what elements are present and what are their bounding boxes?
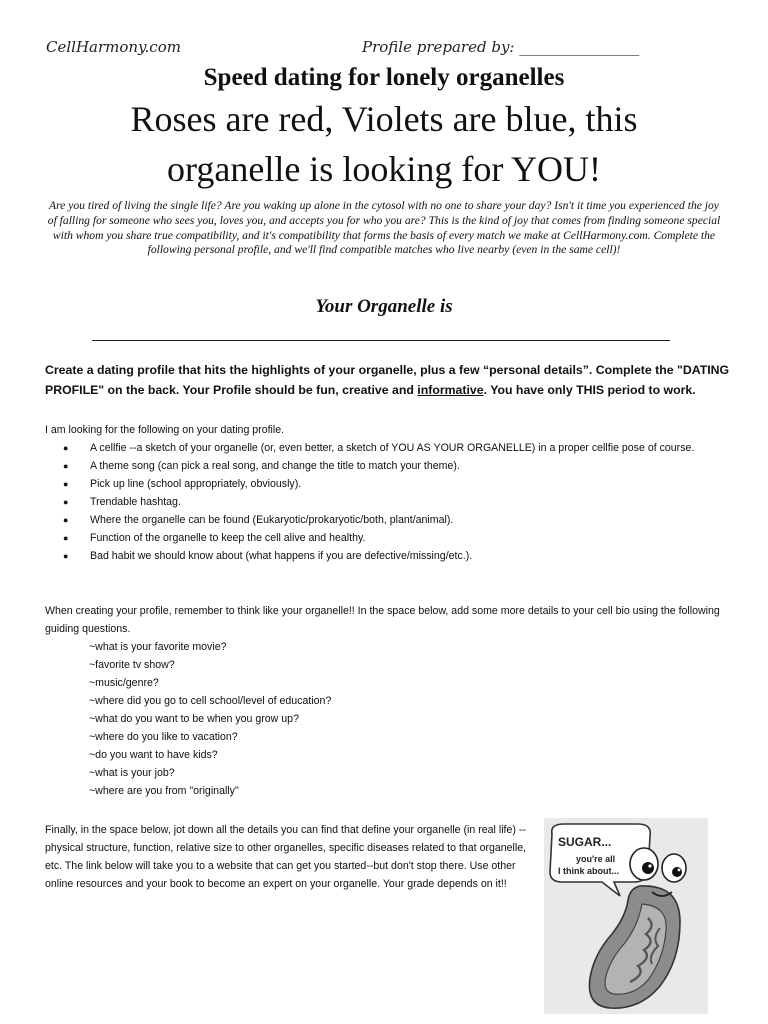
research-paragraph: Finally, in the space below, jot down all the details you can find that define your organelle (in real life) --physical structure, function, relative size to other organelles, specific diseases related to that organelle, etc. The link below will take you to a website that can get you started--but don't stop there. Use other online resources and your book to become an expert on your organelle. Your grade depends on it!! bbox=[45, 824, 527, 890]
list-item: ● A cellfie --a sketch of your organelle (or, even better, a sketch of YOU AS YOUR ORGANELLE) in a proper cellfie pose of course. bbox=[63, 439, 713, 457]
requirements-lead: I am looking for the following on your dating profile. bbox=[45, 424, 285, 436]
list-item: ● Bad habit we should know about (what happens if you are defective/missing/etc.). bbox=[63, 547, 713, 565]
site-name: CellHarmony.com bbox=[46, 38, 181, 56]
list-item: ~what is your job? bbox=[89, 767, 175, 779]
list-item: ~where are you from "originally" bbox=[89, 785, 239, 797]
list-item: ~what do you want to be when you grow up? bbox=[89, 713, 299, 725]
poem-line-2: organelle is looking for YOU! bbox=[167, 149, 601, 189]
instructions-text-2: . You have only THIS period to work. bbox=[483, 383, 696, 397]
list-item: ● Trendable hashtag. bbox=[63, 493, 713, 511]
instructions bbox=[45, 360, 735, 400]
profile-instructions-paragraph: When creating your profile, remember to think like your organelle!! In the space below, add some more details to your cell bio using the following guiding questions. bbox=[45, 605, 720, 635]
list-item: ~where did you go to cell school/level of education? bbox=[89, 695, 332, 707]
mitochondria-cartoon bbox=[544, 818, 708, 1014]
poem-line-1: Roses are red, Violets are blue, this bbox=[130, 99, 638, 139]
bubble-text-2: you're all bbox=[576, 854, 616, 864]
list-item: ~where do you like to vacation? bbox=[89, 731, 238, 743]
list-item: ~music/genre? bbox=[89, 677, 159, 689]
instructions-text-1: Create a dating profile that hits the highlights of your organelle, plus a few “personal details”. Complete the "DATING PROFILE" on the back. Your Profile should be fun, creative and bbox=[45, 363, 730, 397]
list-item: ● Function of the organelle to keep the cell alive and healthy. bbox=[63, 529, 713, 547]
list-item: ● Where the organelle can be found (Eukaryotic/prokaryotic/both, plant/animal). bbox=[63, 511, 713, 529]
organelle-heading: Your Organelle is bbox=[315, 296, 453, 317]
right-pupil bbox=[672, 867, 682, 877]
guiding-questions-list bbox=[89, 638, 331, 800]
list-item: ● A theme song (can pick a real song, and change the title to match your theme). bbox=[63, 457, 713, 475]
list-item: ~do you want to have kids? bbox=[89, 749, 218, 761]
list-item: ~favorite tv show? bbox=[89, 659, 175, 671]
left-pupil bbox=[642, 862, 654, 874]
list-item: ~what is your favorite movie? bbox=[89, 641, 227, 653]
page-title: Speed dating for lonely organelles bbox=[203, 64, 565, 91]
bubble-text-1: SUGAR... bbox=[558, 835, 612, 849]
instructions-underlined: informative bbox=[417, 383, 484, 397]
requirements-list bbox=[63, 439, 713, 565]
organelle-answer-line bbox=[92, 340, 670, 341]
bubble-text-3: I think about... bbox=[558, 866, 619, 876]
intro-paragraph: Are you tired of living the single life? Are you waking up alone in the cytosol with no one to share your day? Isn't it time you experienced the joy of falling for someone who sees you, loves you, and accepts you for who you are? This is the kind of joy that comes from finding someone special with whom you share true compatibility, and it's compatibility that forms the basis of every match we make at CellHarmony.com. Complete the following personal profile, and we'll find compatible matches who live nearby (even in the same cell)! bbox=[47, 199, 721, 257]
prepared-by-field: Profile prepared by: ________________ bbox=[362, 38, 640, 56]
list-item: ● Pick up line (school appropriately, obviously). bbox=[63, 475, 713, 493]
